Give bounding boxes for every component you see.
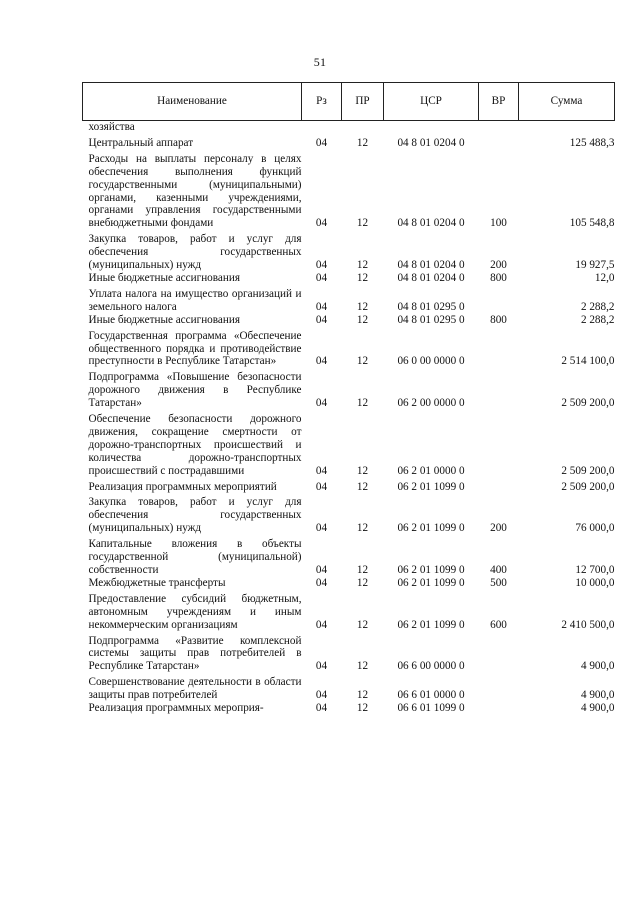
row-vr: [479, 410, 519, 478]
row-pr: 12: [356, 313, 369, 326]
row-csr: 06 6 00 0000 0: [397, 660, 465, 673]
row-rz: 04: [315, 136, 328, 149]
row-sum: 10 000,0: [575, 576, 615, 589]
header-csr: ЦСР: [384, 83, 479, 121]
table-row: [83, 327, 615, 369]
row-name: Расходы на выплаты персоналу в целях обеспечения выполнения функций государственными (муниципальными) органами, казенными учреждениями, органами управления государственными внебюджетными фондами: [88, 152, 302, 230]
row-name: Реализация программных мероприятий: [88, 480, 277, 493]
row-rz: 04: [315, 522, 328, 535]
row-rz: 04: [315, 660, 328, 673]
row-csr: 04 8 01 0204 0: [397, 136, 465, 149]
row-pr: 12: [356, 271, 369, 284]
row-pr: 12: [356, 618, 369, 631]
table-row: [83, 673, 615, 702]
row-csr: 06 2 00 0000 0: [397, 397, 465, 410]
row-csr: 06 2 01 1099 0: [397, 564, 465, 576]
row-csr: 04 8 01 0295 0: [397, 313, 465, 326]
row-rz: 04: [315, 464, 328, 477]
row-pr: 12: [356, 464, 369, 477]
table-row: [83, 230, 615, 272]
row-vr: 800: [490, 271, 507, 284]
table-row: [83, 478, 615, 494]
row-vr: 500: [490, 576, 507, 589]
header-name: Наименование: [83, 83, 302, 121]
table-row: [83, 632, 615, 674]
row-csr: 06 6 01 1099 0: [397, 702, 465, 715]
row-vr: [479, 368, 519, 410]
table-row: [83, 590, 615, 632]
header-pr: ПР: [342, 83, 384, 121]
row-sum: 4 900,0: [580, 689, 615, 702]
row-rz: 04: [315, 564, 328, 576]
row-sum: 19 927,5: [575, 259, 615, 272]
row-name: Подпрограмма «Повышение безопасности дорожного движения в Республике Татарстан»: [88, 371, 302, 410]
row-rz: 04: [315, 618, 328, 631]
row-name: Предоставление субсидий бюджетным, автономным учреждениям и иным некоммерческим организациям: [88, 592, 302, 631]
row-sum: 76 000,0: [575, 522, 615, 535]
row-rz: 04: [315, 702, 328, 715]
row-name: Государственная программа «Обеспечение общественного порядка и противодействие преступности в Республике Татарстан»: [88, 329, 302, 368]
header-sum: Сумма: [519, 83, 615, 121]
row-csr: 06 2 01 1099 0: [397, 522, 465, 535]
table-row: [83, 702, 615, 715]
row-vr: 200: [490, 522, 507, 535]
row-name: Межбюджетные трансферты: [88, 576, 226, 589]
row-rz: 04: [315, 313, 328, 326]
row-name: Обеспечение безопасности дорожного движения, сокращение смертности от дорожно-транспортных происшествий и количества дорожно-транспортных происшествий с пострадавшими: [88, 413, 302, 477]
row-csr: 06 2 01 1099 0: [397, 576, 465, 589]
row-sum: 2 288,2: [580, 300, 615, 313]
row-sum: 2 514 100,0: [561, 355, 615, 368]
row-csr: 04 8 01 0204 0: [397, 259, 465, 272]
row-rz: 04: [315, 259, 328, 272]
table-row: [83, 577, 615, 590]
row-sum: 12,0: [594, 271, 615, 284]
row-name: хозяйства: [88, 121, 135, 133]
row-sum: [519, 121, 615, 134]
row-sum: 2 288,2: [580, 313, 615, 326]
row-name: Совершенствование деятельности в области защиты прав потребителей: [88, 676, 302, 702]
row-vr: 400: [490, 564, 507, 576]
row-sum: 12 700,0: [575, 564, 615, 576]
row-name: Закупка товаров, работ и услуг для обеспечения государственных (муниципальных) нужд: [88, 233, 302, 272]
table-row: [83, 121, 615, 134]
row-vr: [479, 478, 519, 494]
row-csr: 06 0 00 0000 0: [397, 355, 465, 368]
row-rz: 04: [315, 300, 328, 313]
row-pr: 12: [356, 522, 369, 535]
row-rz: 04: [315, 576, 328, 589]
row-name: Уплата налога на имущество организаций и земельного налога: [88, 287, 302, 313]
row-sum: 4 900,0: [580, 660, 615, 673]
row-sum: 2 410 500,0: [561, 618, 615, 631]
row-name: Иные бюджетные ассигнования: [88, 271, 240, 284]
row-name: Капитальные вложения в объекты государственной (муниципальной) собственности: [88, 538, 302, 576]
row-pr: 12: [356, 397, 369, 410]
row-rz: 04: [315, 217, 328, 230]
row-name: Подпрограмма «Развитие комплексной системы защиты прав потребителей в Республике Татарстан»: [88, 634, 302, 673]
row-name: Иные бюджетные ассигнования: [88, 313, 240, 326]
row-rz: 04: [315, 355, 328, 368]
row-vr: [479, 285, 519, 314]
row-vr: [479, 327, 519, 369]
table-row: [83, 368, 615, 410]
table-row: [83, 285, 615, 314]
table-row: [83, 134, 615, 150]
row-vr: [479, 673, 519, 702]
row-csr: 06 2 01 0000 0: [397, 464, 465, 477]
row-pr: 12: [356, 355, 369, 368]
table-row: [83, 314, 615, 327]
row-rz: 04: [315, 480, 328, 493]
row-pr: 12: [356, 702, 369, 715]
row-pr: 12: [356, 259, 369, 272]
row-sum: 2 509 200,0: [561, 464, 615, 477]
row-vr: 800: [490, 313, 507, 326]
row-csr: 06 6 01 0000 0: [397, 689, 465, 702]
row-pr: 12: [356, 576, 369, 589]
row-sum: 2 509 200,0: [561, 397, 615, 410]
row-csr: 06 2 01 1099 0: [397, 480, 465, 493]
header-vr: ВР: [479, 83, 519, 121]
row-name: Реализация программных мероприя-: [88, 702, 264, 715]
row-csr: [384, 121, 479, 134]
row-vr: 600: [490, 618, 507, 631]
table-row: [83, 410, 615, 478]
row-rz: 04: [315, 271, 328, 284]
row-vr: [479, 134, 519, 150]
row-sum: 4 900,0: [580, 702, 615, 715]
table-row: [83, 535, 615, 577]
row-name: Закупка товаров, работ и услуг для обеспечения государственных (муниципальных) нужд: [88, 496, 302, 535]
row-sum: 105 548,8: [569, 217, 615, 230]
row-csr: 04 8 01 0204 0: [397, 217, 465, 230]
table-row: [83, 150, 615, 230]
row-name: Центральный аппарат: [88, 136, 194, 149]
row-rz: 04: [315, 689, 328, 702]
row-pr: 12: [356, 660, 369, 673]
page-number: 51: [313, 55, 327, 69]
table-row: [83, 272, 615, 285]
row-vr: [479, 632, 519, 674]
row-sum: 125 488,3: [569, 136, 615, 149]
row-vr: 200: [490, 259, 507, 272]
row-pr: 12: [356, 689, 369, 702]
row-vr: 100: [490, 217, 507, 230]
row-vr: [479, 121, 519, 134]
row-pr: 12: [356, 300, 369, 313]
header-rz: Рз: [302, 83, 342, 121]
row-pr: 12: [356, 480, 369, 493]
row-csr: 04 8 01 0204 0: [397, 271, 465, 284]
row-pr: [342, 121, 384, 134]
row-csr: 04 8 01 0295 0: [397, 300, 465, 313]
table-row: [83, 493, 615, 535]
budget-table: [82, 82, 615, 715]
row-rz: 04: [315, 397, 328, 410]
row-vr: [479, 702, 519, 715]
row-sum: 2 509 200,0: [561, 480, 615, 493]
row-pr: 12: [356, 564, 369, 576]
row-csr: 06 2 01 1099 0: [397, 618, 465, 631]
table-header-row: [83, 83, 615, 121]
row-pr: 12: [356, 136, 369, 149]
row-rz: [302, 121, 342, 134]
row-pr: 12: [356, 217, 369, 230]
